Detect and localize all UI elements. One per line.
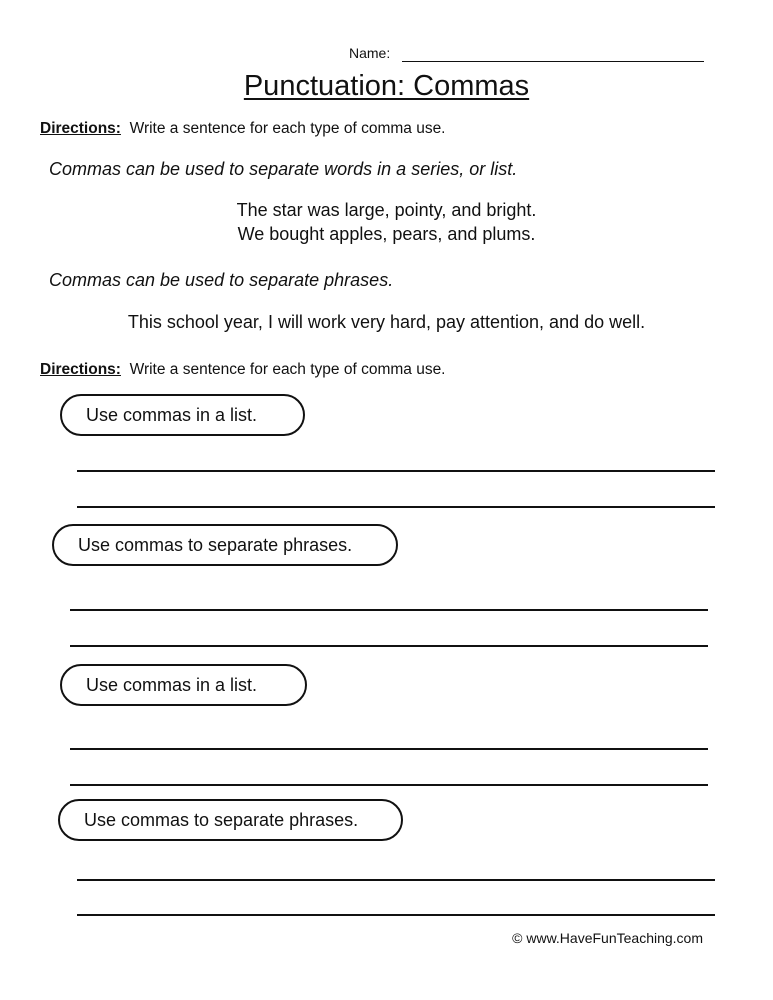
writing-line[interactable]: [77, 470, 715, 472]
prompt-label: Use commas to separate phrases.: [78, 534, 353, 555]
name-label: Name:: [349, 45, 391, 61]
directions-2: [40, 361, 446, 379]
example-sentence: We bought apples, pears, and plums.: [237, 224, 536, 244]
writing-line[interactable]: [77, 914, 715, 916]
example-sentence: The star was large, pointy, and bright.: [236, 200, 537, 220]
example-sentence: This school year, I will work very hard, pay attention, and do well.: [127, 312, 646, 332]
directions-1-text: Write a sentence for each type of comma use.: [129, 120, 446, 137]
writing-line[interactable]: [70, 784, 708, 786]
copyright-text: © www.HaveFunTeaching.com: [512, 930, 703, 946]
writing-line[interactable]: [70, 609, 708, 611]
directions-1-label: Directions:: [40, 120, 121, 137]
prompt-box: [60, 664, 307, 706]
prompt-label: Use commas to separate phrases.: [84, 809, 359, 830]
rule-series: Commas can be used to separate words in a series, or list.: [49, 159, 518, 179]
rule-phrases: Commas can be used to separate phrases.: [49, 270, 394, 290]
writing-line[interactable]: [70, 645, 708, 647]
prompt-label: Use commas in a list.: [86, 404, 258, 425]
prompt-label: Use commas in a list.: [86, 674, 258, 695]
name-write-line[interactable]: [402, 61, 704, 62]
writing-line[interactable]: [77, 506, 715, 508]
directions-2-label: Directions:: [40, 361, 121, 378]
prompt-box: [60, 394, 305, 436]
directions-1: [40, 120, 446, 138]
page-title: Punctuation: Commas: [243, 70, 530, 102]
prompt-box: [58, 799, 403, 841]
directions-2-text: Write a sentence for each type of comma use.: [129, 361, 446, 378]
prompt-box: [52, 524, 398, 566]
writing-line[interactable]: [77, 879, 715, 881]
writing-line[interactable]: [70, 748, 708, 750]
